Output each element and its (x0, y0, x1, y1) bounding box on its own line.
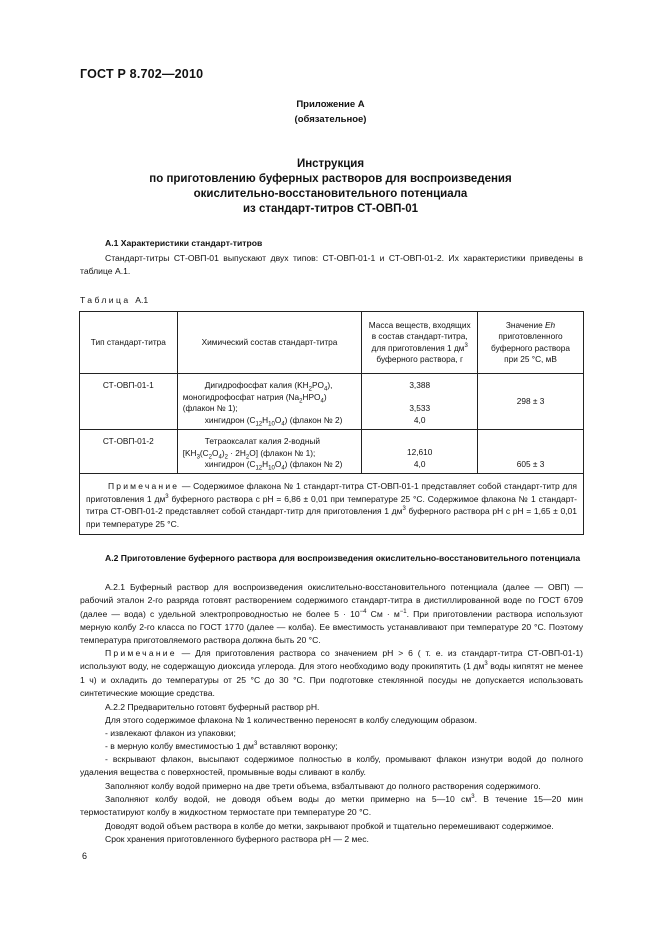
header-eh: Значение Eh приготовленного буферного раствора при 25 °С, мВ (478, 312, 584, 374)
instruction-line-1: Инструкция (296, 158, 365, 170)
section-a1-paragraph: Стандарт-титры СТ-ОВП-01 выпускают двух типов: СТ-ОВП-01-1 и СТ-ОВП-01-2. Их характеристики приведены в таблице А.1. (80, 253, 583, 277)
table-note-row (80, 474, 584, 535)
table-note: Примечание — Содержимое флакона № 1 стандарт-титра СТ-ОВП-01-1 представляет собой стандарт-титр для приготовления 1 $дм^3$ буферного раствора с рН = 6,86 ± 0,01 при температуре 25 °С. Содержимое флакона № 1 стандарт-титра СТ-ОВП-01-2 представляет собой стандарт-титр для приготовления 1 $дм^3$ буферного раствора рН с рН = 1,65 ± 0,01 при температуре 25 °С. (80, 474, 584, 535)
header-type: Тип стандарт-титра (80, 312, 178, 374)
storage-term: Срок хранения приготовленного буферного раствора рН — 2 мес. (105, 834, 369, 844)
annex-status: (обязательное) (294, 114, 367, 125)
table-caption-number: А.1 (135, 295, 149, 305)
instruction-line-4: из стандарт-титров СТ-ОВП-01 (242, 203, 419, 215)
annex-title: Приложение А (296, 99, 365, 110)
procedure-step: Доводят водой объем раствора в колбе до метки, закрывают пробкой и тщательно перемешивают содержимое. (105, 821, 554, 831)
section-a1-heading: А.1 Характеристики стандарт-титров (105, 238, 263, 248)
section-a2-heading: А.2 Приготовление буферного раствора для воспроизведения окислительно-восстановительного потенциала (105, 553, 581, 563)
row2-eh: 605 ± 3 (478, 430, 584, 474)
table-caption-word: Таблица (80, 295, 131, 305)
procedure-step: - вскрывают флакон, высыпают содержимое полностью в колбу, промывают флакон изнутри водой до полного удаления вещества с поверхностей, промывные воды сливают в колбу. (80, 754, 583, 778)
row2-mass: 12,610 4,0 (362, 430, 478, 474)
page-number: 6 (82, 851, 88, 861)
row2-type: СТ-ОВП-01-2 (80, 430, 178, 474)
procedure-step: Заполняют колбу водой примерно на две трети объема, взбалтывают до полного растворения содержимого. (105, 781, 541, 791)
characteristics-table (79, 311, 584, 535)
section-a2-1-paragraph: А.2.1 Буферный раствор для воспроизведения окислительно-восстановительного потенциала (далее — ОВП) — рабочий эталон 2-го разряда готовят растворением содержимого стандарт-титра в дистиллированной воде по ГОСТ 6709 (далее — вода) с удельной электропроводностью не более $5 \cdot 10^{-4}$ См · $м^{-1}$. При приготовлении раствора используют мерную колбу 2-го класса по ГОСТ 1770 (далее — колба). Ее вместимость устанавливают при температуре 20 °С. Поэтому температура приготовляемого раствора должна быть 20 °С. (80, 582, 583, 646)
table-row (80, 374, 584, 430)
instruction-line-3: окислительно-восстановительного потенциала (193, 188, 468, 200)
row1-type: СТ-ОВП-01-1 (80, 374, 178, 430)
section-a2-note: Примечание — Для приготовления раствора со значением рН > 6 ( т. е. из стандарт-титра СТ-ОВП-01-1) используют воду, не содержащую диоксида углерода. Для этого необходимо воду прокипятить (1 $дм^3$ воды кипятят не менее 1 ч) и охладить до температуры от 25 °С до 30 °С. При подготовке стеклянной посуды не допускается использовать синтетические моющие средства. (80, 648, 584, 698)
section-a2-2-paragraph: А.2.2 Предварительно готовят буферный раствор рН. (105, 702, 320, 712)
header-mass: Масса веществ, входящих в состав стандарт-титра, для приготовления 1 $дм^3$ буферного раствора, г (362, 312, 478, 374)
procedure-step: Заполняют колбу водой, не доводя объем воды до метки примерно на 5—10 $см^3$. В течение 15—20 мин термостатируют колбу в жидкостном термостате при температуре 20 °С. (80, 794, 583, 818)
header-composition: Химический состав стандарт-титра (177, 312, 362, 374)
table-header-row (80, 312, 584, 374)
instruction-line-2: по приготовлению буферных растворов для воспроизведения (149, 173, 512, 185)
row1-eh: 298 ± 3 (478, 374, 584, 430)
row1-mass: 3,388 3,533 4,0 (362, 374, 478, 430)
procedure-step: - извлекают флакон из упаковки; (105, 728, 236, 738)
table-row (80, 430, 584, 474)
annex-heading (0, 97, 661, 127)
row1-composition: Дигидрофосфат калия $(KH_2PO_4)$, моногидрофосфат натрия $(Na_2HPO_4)$ (флакон № 1); хингидрон $(C_{12}H_{10}O_4)$ (флакон № 2) (177, 374, 362, 430)
instruction-title (0, 157, 661, 217)
table-caption (80, 295, 148, 305)
procedure-step: - в мерную колбу вместимостью 1 $дм^3$ вставляют воронку; (105, 741, 338, 751)
row2-composition: Тетраоксалат калия 2-водный $[KH_3(C_2O_4)_2 \cdot 2H_2O]$ (флакон № 1); хингидрон $(C_{12}H_{10}O_4)$ (флакон № 2) (177, 430, 362, 474)
procedure-intro: Для этого содержимое флакона № 1 количественно переносят в колбу следующим образом. (105, 715, 477, 725)
document-code: ГОСТ Р 8.702—2010 (80, 67, 204, 81)
